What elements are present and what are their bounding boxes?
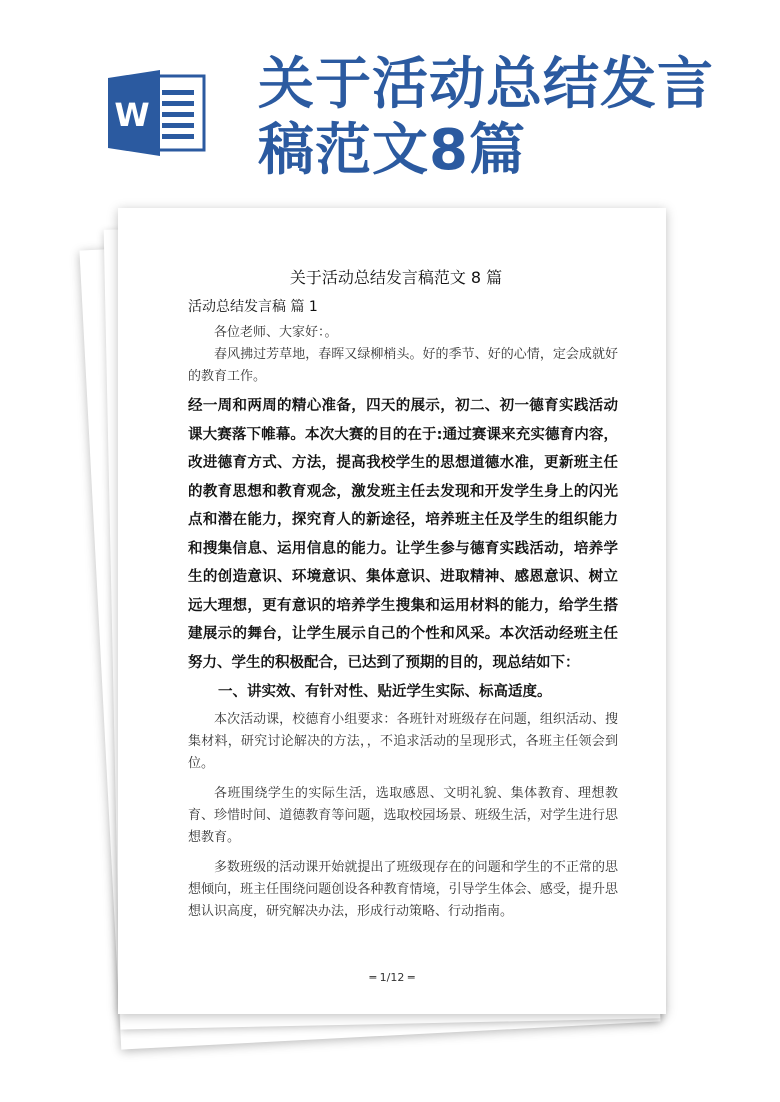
headline-line-2: 稿范文8篇 xyxy=(258,118,526,183)
section-title: 活动总结发言稿 篇 1 xyxy=(188,299,318,315)
page-number: ═ 1/12 ═ xyxy=(369,971,415,984)
body-paragraph-1: 本次活动课，校德育小组要求：各班针对班级存在问题，组织活动、搜集材料，研究讨论解决的方法，，不追求活动的呈现形式，各班主任领会到位。 xyxy=(188,712,618,771)
page-headline xyxy=(258,52,758,184)
word-doc-icon xyxy=(108,68,208,158)
document-title: 关于活动总结发言稿范文 8 篇 xyxy=(289,268,503,287)
headline-line-1: 关于活动总结发言 xyxy=(258,52,714,117)
body-paragraph-3: 多数班级的活动课开始就提出了班级现存在的问题和学生的不正常的思想倾向，班主任围绕问题创设各种教育情境，引导学生体会、感受，提升思想认识高度，研究解决办法，形成行动策略、行动指南。 xyxy=(188,860,618,919)
body-paragraph-2: 各班围绕学生的实际生活，选取感恩、文明礼貌、集体教育、理想教育、珍惜时间、道德教育等问题，选取校园场景、班级生活，对学生进行思想教育。 xyxy=(188,786,618,845)
intro-paragraph: 春风拂过芳草地，春晖又绿柳梢头。好的季节、好的心情，定会成就好的教育工作。 xyxy=(188,347,618,384)
subheading: 一、讲实效、有针对性、贴近学生实际、标高适度。 xyxy=(218,684,552,700)
word-logo-letter: W xyxy=(114,96,150,134)
summary-paragraph: 经一周和两周的精心准备，四天的展示，初二、初一德育实践活动课大赛落下帷幕。本次大赛的目的在于:通过赛课来充实德育内容，改进德育方式、方法，提高我校学生的思想道德水准，更新班主任的教育思想和教育观念，激发班主任去发现和开发学生身上的闪光点和潜在能力，探究育人的新途径，培养班主任及学生的组织能力和搜集信息、运用信息的能力。让学生参与德育实践活动，培养学生的创造意识、环境意识、集体意识、进取精神、感恩意识、树立远大理想，更有意识的培养学生搜集和运用材料的能力，给学生搭建展示的舞台，让学生展示自己的个性和风采。本次活动经班主任努力、学生的积极配合，已达到了预期的目的，现总结如下： xyxy=(188,398,618,671)
greeting-paragraph: 各位老师、大家好：。 xyxy=(214,325,338,340)
document-page xyxy=(118,208,666,1014)
